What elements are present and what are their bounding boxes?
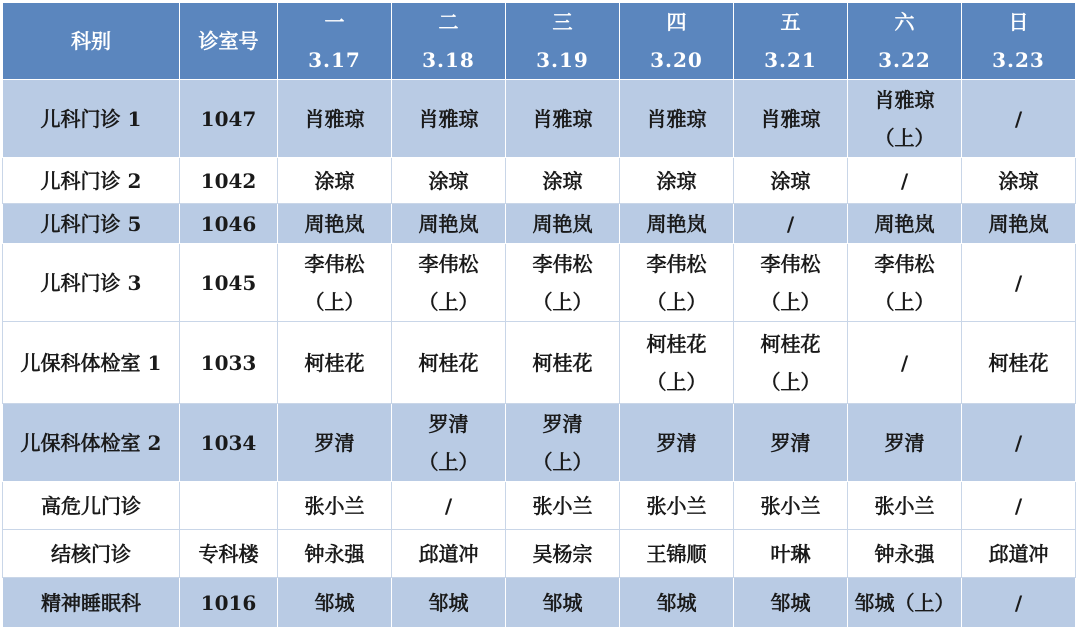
doctor-cell <box>278 80 392 158</box>
table-row <box>3 80 1076 158</box>
doctor-cell <box>962 158 1076 204</box>
doctor-name: 涂琼 <box>770 168 811 193</box>
doctor-name: 李伟松 <box>874 251 935 276</box>
doctor-name: 柯桂花 <box>418 350 479 375</box>
doctor-cell <box>848 578 962 628</box>
doctor-cell <box>392 578 506 628</box>
dept-cell: 结核门诊 <box>3 530 180 578</box>
doctor-cell <box>620 404 734 482</box>
weekday-label: 一 <box>324 10 345 34</box>
doctor-name: 罗清 <box>542 411 583 436</box>
doctor-cell <box>278 482 392 530</box>
doctor-name: 邹城（上） <box>854 590 955 615</box>
doctor-cell <box>392 244 506 322</box>
weekday-label: 四 <box>666 10 687 34</box>
doctor-name: 李伟松 <box>304 251 365 276</box>
doctor-name: 钟永强 <box>304 541 365 566</box>
table-row <box>3 482 1076 530</box>
doctor-cell <box>734 530 848 578</box>
table-row <box>3 244 1076 322</box>
date-label: 3.23 <box>992 48 1045 72</box>
doctor-cell <box>506 80 620 158</box>
header-day-4 <box>620 3 734 80</box>
doctor-name: 涂琼 <box>656 168 697 193</box>
dept-cell: 高危儿门诊 <box>3 482 180 530</box>
doctor-name: 邹城 <box>542 590 583 615</box>
doctor-cell <box>392 482 506 530</box>
doctor-cell <box>962 80 1076 158</box>
doctor-cell <box>962 404 1076 482</box>
table-row <box>3 530 1076 578</box>
doctor-cell <box>848 482 962 530</box>
doctor-cell <box>278 530 392 578</box>
room-cell: 专科楼 <box>180 530 278 578</box>
header-day-6 <box>848 3 962 80</box>
date-label: 3.19 <box>536 48 589 72</box>
doctor-cell <box>734 244 848 322</box>
doctor-name: / <box>1014 270 1023 295</box>
doctor-cell <box>620 530 734 578</box>
room-cell: 1016 <box>180 578 278 628</box>
date-label: 3.18 <box>422 48 475 72</box>
doctor-name: 张小兰 <box>646 493 707 518</box>
doctor-cell <box>734 482 848 530</box>
table-row <box>3 158 1076 204</box>
doctor-cell <box>734 204 848 244</box>
doctor-cell <box>506 204 620 244</box>
doctor-cell <box>278 404 392 482</box>
room-cell: 1045 <box>180 244 278 322</box>
doctor-name: 周艳岚 <box>304 211 365 236</box>
doctor-cell <box>392 530 506 578</box>
doctor-cell <box>506 482 620 530</box>
doctor-cell <box>506 322 620 404</box>
doctor-cell <box>392 80 506 158</box>
doctor-name: 肖雅琼 <box>760 106 821 131</box>
doctor-cell <box>734 578 848 628</box>
header-row <box>3 3 1076 80</box>
doctor-cell <box>392 204 506 244</box>
session-note: （上） <box>760 369 821 394</box>
date-label: 3.17 <box>308 48 361 72</box>
doctor-cell <box>848 322 962 404</box>
table-row <box>3 404 1076 482</box>
table-header <box>3 3 1076 80</box>
doctor-name: 罗清 <box>656 430 697 455</box>
doctor-cell <box>620 482 734 530</box>
doctor-name: 柯桂花 <box>304 350 365 375</box>
doctor-cell <box>392 404 506 482</box>
header-dept: 科别 <box>3 3 180 80</box>
doctor-name: 李伟松 <box>418 251 479 276</box>
doctor-name: 罗清 <box>428 411 469 436</box>
doctor-name: 罗清 <box>770 430 811 455</box>
clinic-schedule-table <box>2 2 1076 628</box>
session-note: （上） <box>646 369 707 394</box>
doctor-cell <box>506 578 620 628</box>
doctor-cell <box>848 158 962 204</box>
doctor-name: 肖雅琼 <box>532 106 593 131</box>
dept-cell: 儿保科体检室 1 <box>3 322 180 404</box>
doctor-cell <box>962 204 1076 244</box>
doctor-cell <box>392 158 506 204</box>
doctor-name: 肖雅琼 <box>646 106 707 131</box>
doctor-name: 张小兰 <box>760 493 821 518</box>
doctor-cell <box>848 244 962 322</box>
doctor-cell <box>278 578 392 628</box>
date-label: 3.22 <box>878 48 931 72</box>
doctor-name: 叶琳 <box>770 541 811 566</box>
doctor-cell <box>734 158 848 204</box>
doctor-name: 王锦顺 <box>646 541 707 566</box>
doctor-cell <box>620 158 734 204</box>
doctor-name: 邹城 <box>656 590 697 615</box>
doctor-name: 李伟松 <box>532 251 593 276</box>
dept-cell: 精神睡眠科 <box>3 578 180 628</box>
doctor-cell <box>962 244 1076 322</box>
doctor-cell <box>278 158 392 204</box>
doctor-cell <box>506 158 620 204</box>
doctor-name: 邱道冲 <box>988 541 1049 566</box>
doctor-name: 钟永强 <box>874 541 935 566</box>
room-cell: 1033 <box>180 322 278 404</box>
doctor-cell <box>506 530 620 578</box>
doctor-cell <box>620 244 734 322</box>
doctor-name: / <box>1014 590 1023 615</box>
doctor-cell <box>620 322 734 404</box>
dept-cell: 儿科门诊 1 <box>3 80 180 158</box>
doctor-name: 张小兰 <box>304 493 365 518</box>
doctor-cell <box>278 244 392 322</box>
doctor-name: 涂琼 <box>998 168 1039 193</box>
room-cell: 1034 <box>180 404 278 482</box>
weekday-label: 二 <box>438 10 459 34</box>
doctor-name: 李伟松 <box>646 251 707 276</box>
header-day-2 <box>392 3 506 80</box>
session-note: （上） <box>532 449 593 474</box>
doctor-name: / <box>1014 106 1023 131</box>
doctor-cell <box>506 244 620 322</box>
doctor-cell <box>962 530 1076 578</box>
session-note: （上） <box>418 449 479 474</box>
doctor-cell <box>962 322 1076 404</box>
doctor-cell <box>620 204 734 244</box>
header-day-5 <box>734 3 848 80</box>
session-note: （上） <box>532 289 593 314</box>
doctor-name: 吴杨宗 <box>532 541 593 566</box>
doctor-cell <box>392 322 506 404</box>
weekday-label: 五 <box>780 10 801 34</box>
dept-cell: 儿科门诊 3 <box>3 244 180 322</box>
session-note: （上） <box>304 289 365 314</box>
dept-cell: 儿保科体检室 2 <box>3 404 180 482</box>
weekday-label: 三 <box>552 10 573 34</box>
doctor-name: 李伟松 <box>760 251 821 276</box>
doctor-name: 肖雅琼 <box>874 87 935 112</box>
table-row <box>3 204 1076 244</box>
doctor-name: 柯桂花 <box>988 350 1049 375</box>
doctor-cell <box>848 80 962 158</box>
doctor-cell <box>734 322 848 404</box>
table-body <box>3 80 1076 628</box>
doctor-name: 肖雅琼 <box>418 106 479 131</box>
doctor-name: 柯桂花 <box>646 331 707 356</box>
doctor-name: 肖雅琼 <box>304 106 365 131</box>
table-row <box>3 322 1076 404</box>
date-label: 3.21 <box>764 48 817 72</box>
doctor-name: 周艳岚 <box>646 211 707 236</box>
weekday-label: 六 <box>894 10 915 34</box>
doctor-name: 张小兰 <box>532 493 593 518</box>
doctor-name: 邹城 <box>314 590 355 615</box>
doctor-cell <box>848 404 962 482</box>
doctor-cell <box>278 204 392 244</box>
session-note: （上） <box>418 289 479 314</box>
doctor-cell <box>506 404 620 482</box>
header-day-3 <box>506 3 620 80</box>
header-day-7 <box>962 3 1076 80</box>
doctor-name: 罗清 <box>884 430 925 455</box>
session-note: （上） <box>760 289 821 314</box>
dept-cell: 儿科门诊 2 <box>3 158 180 204</box>
dept-cell: 儿科门诊 5 <box>3 204 180 244</box>
room-cell <box>180 482 278 530</box>
doctor-cell <box>620 80 734 158</box>
doctor-name: 邹城 <box>428 590 469 615</box>
doctor-name: 邱道冲 <box>418 541 479 566</box>
doctor-name: / <box>900 350 909 375</box>
doctor-name: 周艳岚 <box>874 211 935 236</box>
room-cell: 1047 <box>180 80 278 158</box>
room-cell: 1042 <box>180 158 278 204</box>
doctor-cell <box>620 578 734 628</box>
doctor-cell <box>734 80 848 158</box>
doctor-name: / <box>1014 430 1023 455</box>
doctor-name: / <box>1014 493 1023 518</box>
doctor-cell <box>962 578 1076 628</box>
doctor-cell <box>962 482 1076 530</box>
doctor-name: 邹城 <box>770 590 811 615</box>
doctor-cell <box>278 322 392 404</box>
doctor-name: 涂琼 <box>314 168 355 193</box>
session-note: （上） <box>874 125 935 150</box>
room-cell: 1046 <box>180 204 278 244</box>
date-label: 3.20 <box>650 48 703 72</box>
header-day-1 <box>278 3 392 80</box>
schedule-container <box>2 2 1076 628</box>
doctor-name: / <box>444 493 453 518</box>
doctor-name: 周艳岚 <box>988 211 1049 236</box>
weekday-label: 日 <box>1008 10 1029 34</box>
doctor-name: / <box>786 211 795 236</box>
doctor-cell <box>848 204 962 244</box>
doctor-name: 涂琼 <box>428 168 469 193</box>
doctor-name: 周艳岚 <box>532 211 593 236</box>
doctor-name: 罗清 <box>314 430 355 455</box>
doctor-name: 柯桂花 <box>760 331 821 356</box>
session-note: （上） <box>646 289 707 314</box>
header-room: 诊室号 <box>180 3 278 80</box>
doctor-name: / <box>900 168 909 193</box>
table-row <box>3 578 1076 628</box>
doctor-name: 张小兰 <box>874 493 935 518</box>
session-note: （上） <box>874 289 935 314</box>
doctor-cell <box>848 530 962 578</box>
doctor-name: 周艳岚 <box>418 211 479 236</box>
doctor-cell <box>734 404 848 482</box>
doctor-name: 涂琼 <box>542 168 583 193</box>
doctor-name: 柯桂花 <box>532 350 593 375</box>
